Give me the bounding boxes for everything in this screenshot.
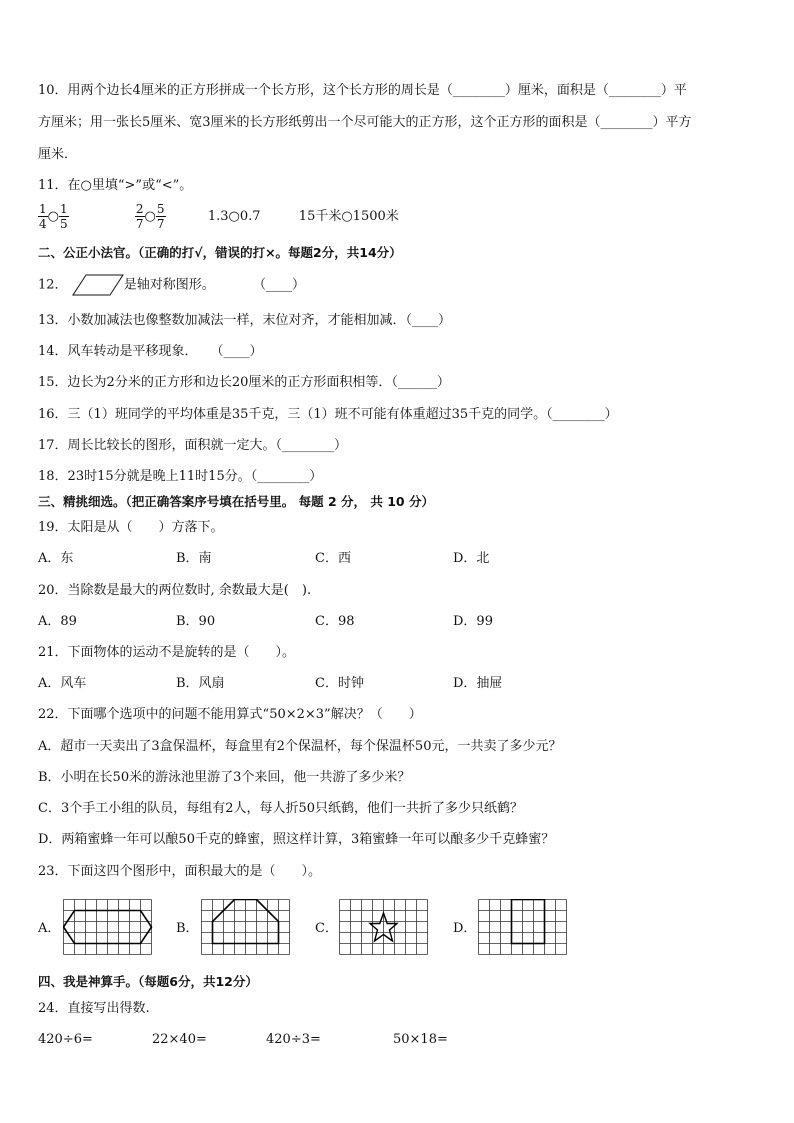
q24-item-4: 50×18= — [393, 1032, 448, 1047]
q21-option-a[interactable]: A．风车 — [38, 676, 87, 691]
q20-option-c[interactable]: C．98 — [315, 614, 355, 629]
q10-line1: 10．用两个边长4厘米的正方形拼成一个长方形，这个长方形的周长是（________）厘米，面积是（________）平 — [38, 83, 687, 98]
q21-option-b[interactable]: B．风扇 — [176, 676, 225, 691]
q20-option-d[interactable]: D．99 — [453, 614, 493, 629]
q10-line3: 厘米． — [38, 147, 78, 162]
q11-text: 11．在○里填“>”或“<”。 — [38, 178, 193, 193]
q12: 12． 是轴对称图形。 （____） — [38, 274, 305, 296]
parallelogram-figure — [72, 274, 124, 296]
q19-option-b[interactable]: B．南 — [176, 551, 212, 566]
q20-option-a[interactable]: A．89 — [38, 614, 77, 629]
q19-option-d[interactable]: D．北 — [453, 551, 490, 566]
q22-text: 22．下面哪个选项中的问题不能用算式“50×2×3”解决？（ ） — [38, 707, 422, 722]
section3-heading: 三、精挑细选。（把正确答案序号填在括号里。 每题 2 分， 共 10 分） — [38, 494, 434, 509]
q11-item3: 1.3○0.7 — [207, 209, 261, 224]
q24-text: 24．直接写出得数. — [38, 1001, 150, 1016]
q11-item4: 15千米○1500米 — [298, 209, 399, 224]
q23-label-c[interactable]: C． — [315, 921, 338, 936]
q11-items — [38, 200, 399, 234]
q23-text: 23．下面这四个图形中，面积最大的是（ ）。 — [38, 864, 322, 879]
q24-item-3: 420÷3= — [266, 1032, 321, 1047]
q23-label-d[interactable]: D． — [453, 921, 477, 936]
q21-text: 21．下面物体的运动不是旋转的是（ ）。 — [38, 645, 296, 660]
section2-heading: 二、公正小法官。（正确的打√，错误的打×。每题2分，共14分） — [38, 245, 402, 260]
grid-figure-star — [339, 899, 429, 959]
q24-item-1: 420÷6= — [38, 1032, 93, 1047]
q22-option-c[interactable]: C．3个手工小组的队员，每组有2人，每人折50只纸鹤，他们一共折了多少只纸鹤？ — [38, 801, 524, 816]
q20-option-b[interactable]: B．90 — [176, 614, 216, 629]
q11-item1: $\frac{1}{4}$ ○ $\frac{1}{5}$ — [39, 202, 68, 231]
q19-text: 19．太阳是从（ ）方落下。 — [38, 520, 224, 535]
q21-option-c[interactable]: C．时钟 — [315, 676, 364, 691]
q21-option-d[interactable]: D．抽屉 — [453, 676, 503, 691]
q14: 14．风车转动是平移现象． （____） — [38, 344, 263, 359]
q18: 18．23时15分就是晚上11时15分。（________） — [38, 469, 323, 484]
q22-option-d[interactable]: D．两箱蜜蜂一年可以酿50千克的蜂蜜，照这样计算，3箱蜜蜂一年可以酿多少千克蜂蜜？ — [38, 832, 555, 847]
q15: 15．边长为2分米的正方形和边长20厘米的正方形面积相等．（______） — [38, 375, 450, 390]
grid-figure-house — [201, 899, 291, 959]
grid-figure-hexagon — [63, 899, 153, 959]
q16: 16．三（1）班同学的平均体重是35千克，三（1）班不可能有体重超过35千克的同学。（________） — [38, 407, 618, 422]
q23-label-b[interactable]: B． — [176, 921, 199, 936]
q23-label-a[interactable]: A． — [38, 921, 61, 936]
q19-option-a[interactable]: A．东 — [38, 551, 74, 566]
q19-option-c[interactable]: C．西 — [315, 551, 351, 566]
grid-figure-rectangle — [478, 899, 568, 959]
q22-option-b[interactable]: B．小明在长50米的游泳池里游了3个来回，他一共游了多少米？ — [38, 770, 411, 785]
q24-item-2: 22×40= — [152, 1032, 207, 1047]
q22-option-a[interactable]: A．超市一天卖出了3盒保温杯，每盒里有2个保温杯，每个保温杯50元，一共卖了多少元？ — [38, 739, 562, 754]
q13: 13．小数加减法也像整数加减法一样，末位对齐，才能相加减．（____） — [38, 313, 452, 328]
q10-line2: 方厘米；用一张长5厘米、宽3厘米的长方形纸剪出一个尽可能大的正方形，这个正方形的面积是（________）平方 — [38, 115, 692, 130]
q17: 17．周长比较长的图形，面积就一定大。（________） — [38, 438, 348, 453]
q11-item2: $\frac{2}{7}$ ○ $\frac{5}{7}$ — [135, 202, 165, 231]
q20-text: 20．当除数是最大的两位数时, 余数最大是( ). — [38, 583, 312, 598]
section4-heading: 四、我是神算手。（每题6分，共12分） — [38, 974, 258, 989]
